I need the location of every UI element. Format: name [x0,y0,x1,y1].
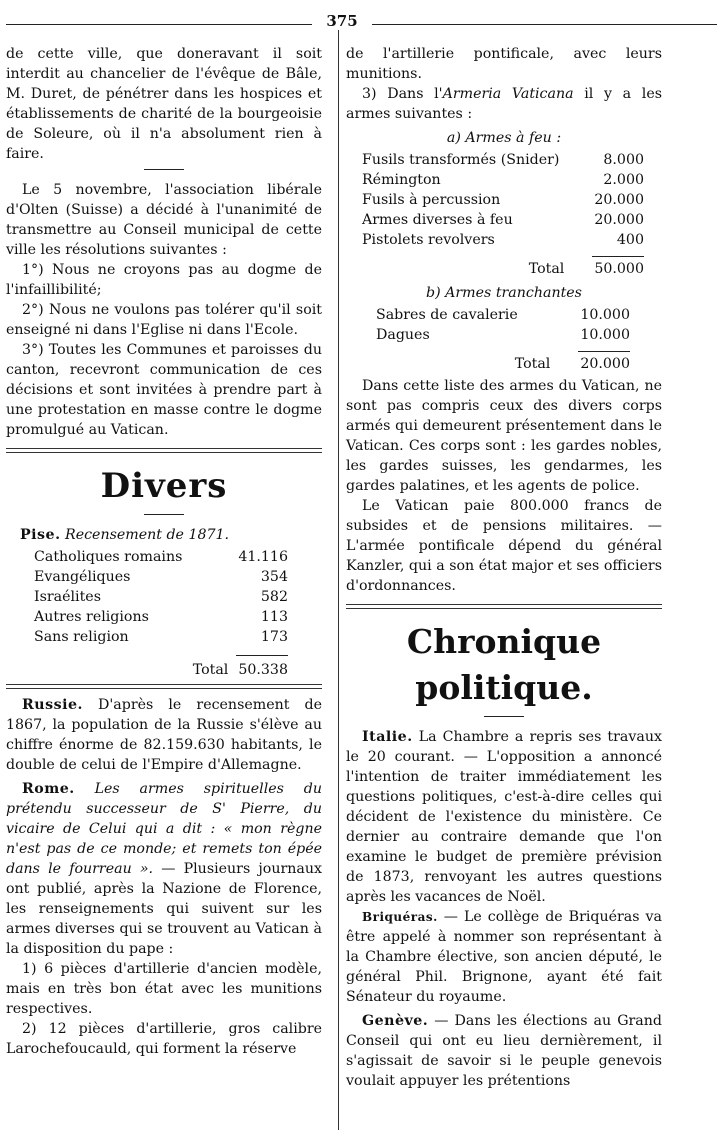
table-row: Israélites 582 [34,589,288,605]
left-column [6,44,322,1059]
resolution-2: 2°) Nous ne voulons pas tolérer qu'il soit enseigné ni dans l'Eglise ni dans l'Ecole. [6,302,322,338]
paragraph: de cette ville, que doneravant il soit interdit au chancelier de l'évêque de Bâle, M. Duret, de pénétrer dans les hospices et établissements de charité de la bourgeoisie de Soleure, où il n'a absolument rien à faire. [6,46,322,162]
feu-table [362,150,644,279]
russie-label: Russie. [22,697,83,713]
russie-text: D'après le recensement de 1867, la population de la Russie s'élève au chiffre énorme de 82.159.630 habitants, le double de celui de l'Empire d'Allemagne. [6,697,322,773]
table-row: Sans religion 173 [34,629,288,645]
total-rule [592,256,644,257]
resolution-1: 1°) Nous ne croyons pas au dogme de l'infaillibilité; [6,262,322,298]
geneve-label: Genève. [362,1013,429,1029]
pise-table [34,547,288,680]
section-rule [346,604,662,609]
geneve-text: — Dans les élections au Grand Conseil qui ont eu lieu dernièrement, il s'agissait de savoir si le peuple genevois voulait appuyer les prétentions [346,1013,662,1089]
table-row: Armes diverses à feu 20.000 [362,212,644,228]
table-row: Pistolets revolvers 400 [362,232,644,248]
separator [484,716,524,717]
rome-text: — Plusieurs journaux ont publié, après la Nazione de Florence, les renseignements qui suivent sur les armes diverses qui se trouvent au Vatican à la disposition du pape : [6,861,322,957]
page-number: 375 [312,12,372,30]
total-rule [578,351,630,352]
tranchantes-title: b) Armes tranchantes [426,285,582,301]
total-row: Total 50.000 [528,261,644,277]
section-rule [6,448,322,453]
separator [144,514,184,515]
total-row: Total 50.338 [192,662,288,678]
separator [144,169,184,170]
total-row: Total 20.000 [514,356,630,372]
table-row: Evangéliques 354 [34,569,288,585]
briqueras-label: Briquéras. [362,910,438,924]
paragraph: de l'artillerie pontificale, avec leurs munitions. [346,46,662,82]
table-row: Dagues 10.000 [376,327,630,343]
column-divider [338,30,339,1130]
right-column: de l'artillerie pontificale, avec leurs munitions. 3) Dans l'Armeria Vaticana il y a les armes suivantes : a) Armes à feu : Fusils transformés (Snider) 8.000 Rémington 2.000 Fusils à percussion 20.000 Armes diverses à feu 20.000 Pistolets revolvers 400 Total 50.000 b) Armes tranchantes Sabres de cavalerie 10.000 Dagues 10.000 Total 20.000 Dans cette liste des armes du Vatican, ne sont pas compris ceux des divers corps armés qui demeurent présentement dans le Vatican. Ces corps sont : les gardes nobles, les gardes suisses, les gendarmes, les gardes palatines, et les agents de police. Le Vatican paie 800.000 francs de subsides et de pensions militaires. — L'armée pontificale dépend du général Kanzler, qui a son état major et ses officiers d'ordonnances. Chronique politique. Italie. La Chambre a repris ses travaux le 20 courant. — L'opposition a annoncé l'intention de traiter immédiatement les questions politiques, c'est-à-dire celles qui décident de l'existence du ministère. Ce dernier au contraire demande que l'on examine le budget de première prévision de 1873, renvoyant les autres questions après les vacances de Noël. Briquéras. — Le collège de Briquéras va être appelé à nommer son représentant à la Chambre élective, son ancien député, le général Phil. Brignone, ayant été fait Sénateur du royaume. Genève. — Dans les élections au Grand Conseil qui ont eu lieu dernièrement, il s'agissait de savoir si le peuple genevois voulait appuyer les prétentions [346,46,662,1089]
section-title-chronique: Chronique politique. [406,622,602,707]
rome-italic: Les armes spirituelles du prétendu successeur de S' Pierre, du vicaire de Celui qui a dit : « mon règne n'est pas de ce monde; et remets ton épée dans le fourreau ». [6,781,322,877]
table-row: Rémington 2.000 [362,172,644,188]
italie-text: La Chambre a repris ses travaux le 20 courant. — L'opposition a annoncé l'intention de traiter immédiatement les questions politiques, c'est-à-dire celles qui décident de l'existence du ministère. Ce dernier au contraire demande que l'on examine le budget de première prévision de 1873, renvoyant les autres questions après les vacances de Noël. [346,729,662,905]
table-row: Sabres de cavalerie 10.000 [376,307,630,323]
paragraph: Dans cette liste des armes du Vatican, ne sont pas compris ceux des divers corps armés qui demeurent présentement dans le Vatican. Ces corps sont : les gardes nobles, les gardes suisses, les gendarmes, les gardes palatines, et les agents de police. [346,378,662,494]
tranchantes-table [376,305,630,374]
page-header [0,6,723,32]
section-title-divers: Divers [100,466,228,506]
resolution-3: 3°) Toutes les Communes et paroisses du canton, recevront communication de ces décisions et sont invitées à prendre part à une protestation en masse contre le dogme promulgué au Vatican. [6,342,322,438]
briqueras-text: — Le collège de Briquéras va être appelé à nommer son représentant à la Chambre élective, son ancien député, le général Phil. Brignone, ayant été fait Sénateur du royaume. [346,909,662,1005]
table-row: Catholiques romains 41.116 [34,549,288,565]
total-rule [236,655,288,656]
artillery-2: 2) 12 pièces d'artillerie, gros calibre Larochefoucauld, qui forment la réserve [6,1021,322,1057]
italie-label: Italie. [362,729,413,745]
pise-label: Pise. [20,527,61,543]
section-rule [6,684,322,689]
feu-title: a) Armes à feu : [446,130,562,146]
artillery-1: 1) 6 pièces d'artillerie d'ancien modèle, mais en très bon état avec les munitions respectives. [6,961,322,1017]
table-row: Fusils transformés (Snider) 8.000 [362,152,644,168]
table-row: Autres religions 113 [34,609,288,625]
paragraph: Le Vatican paie 800.000 francs de subsides et de pensions militaires. — L'armée pontificale dépend du général Kanzler, qui a son état major et ses officiers d'ordonnances. [346,498,662,594]
rome-label: Rome. [22,781,75,797]
paragraph: Le 5 novembre, l'association libérale d'Olten (Suisse) a décidé à l'unanimité de transmettre au Conseil municipal de cette ville les résolutions suivantes : [6,182,322,258]
pise-subtitle: Recensement de 1871. [65,527,230,543]
table-row: Fusils à percussion 20.000 [362,192,644,208]
